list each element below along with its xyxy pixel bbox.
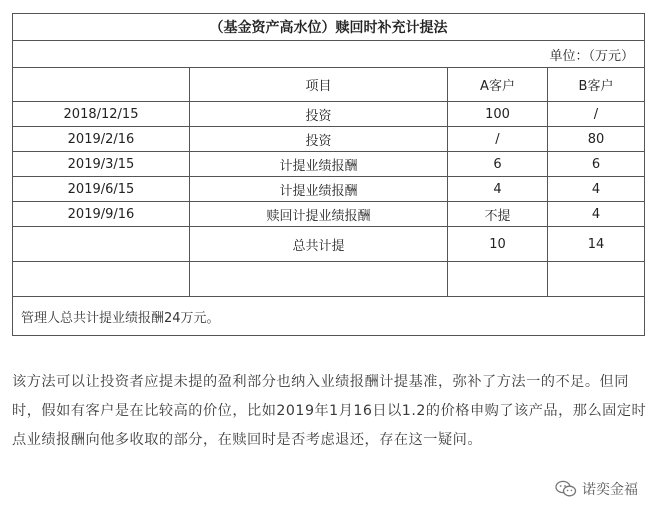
empty-cell (13, 262, 190, 297)
item-cell: 计提业绩报酬 (190, 177, 448, 202)
date-cell: 2019/9/16 (13, 202, 190, 227)
table-unit: 单位：（万元） (13, 41, 645, 68)
table-header-row (13, 68, 645, 102)
date-cell: 2018/12/15 (13, 102, 190, 127)
table-note: 管理人总共计提业绩报酬24万元。 (13, 297, 645, 336)
header-cell: 项目 (190, 68, 448, 102)
empty-cell (190, 262, 448, 297)
header-cell: B客户 (548, 68, 645, 102)
body-paragraph (12, 368, 648, 455)
item-cell: 赎回计提业绩报酬 (190, 202, 448, 227)
item-cell: 计提业绩报酬 (190, 152, 448, 177)
table-title: （基金资产高水位）赎回时补充计提法 (13, 14, 645, 41)
total-client-a-cell: 10 (448, 227, 548, 262)
header-cell (13, 68, 190, 102)
item-cell: 投资 (190, 102, 448, 127)
client-a-cell: 100 (448, 102, 548, 127)
client-b-cell: 4 (548, 202, 645, 227)
empty-row (13, 262, 645, 297)
client-b-cell: 4 (548, 177, 645, 202)
watermark-text: 诺奕金福 (582, 482, 638, 498)
date-cell: 2019/2/16 (13, 127, 190, 152)
client-b-cell: 6 (548, 152, 645, 177)
date-cell: 2019/6/15 (13, 177, 190, 202)
header-cell: A客户 (448, 68, 548, 102)
paragraph-text: 该方法可以让投资者应提未提的盈利部分也纳入业绩报酬计提基准，弥补了方法一的不足。但同时，假如有客户是在比较高的价位，比如2019年1月16日以1.2的价格申购了该产品，那么固定时点业绩报酬向他多收取的部分，在赎回时是否考虑退还，存在这一疑问。 (12, 374, 647, 448)
table-row (13, 127, 645, 152)
table-row (13, 202, 645, 227)
total-date-cell (13, 227, 190, 262)
item-cell: 投资 (190, 127, 448, 152)
client-b-cell: / (548, 102, 645, 127)
watermark (555, 479, 638, 499)
table-row (13, 152, 645, 177)
total-row (13, 227, 645, 262)
client-a-cell: 6 (448, 152, 548, 177)
date-cell: 2019/3/15 (13, 152, 190, 177)
client-a-cell: / (448, 127, 548, 152)
empty-cell (448, 262, 548, 297)
total-client-b-cell: 14 (548, 227, 645, 262)
client-a-cell: 不提 (448, 202, 548, 227)
empty-cell (548, 262, 645, 297)
wechat-icon (555, 480, 577, 498)
table-row (13, 177, 645, 202)
client-a-cell: 4 (448, 177, 548, 202)
client-b-cell: 80 (548, 127, 645, 152)
performance-fee-table (12, 13, 645, 336)
total-label-cell: 总共计提 (190, 227, 448, 262)
table-row (13, 102, 645, 127)
